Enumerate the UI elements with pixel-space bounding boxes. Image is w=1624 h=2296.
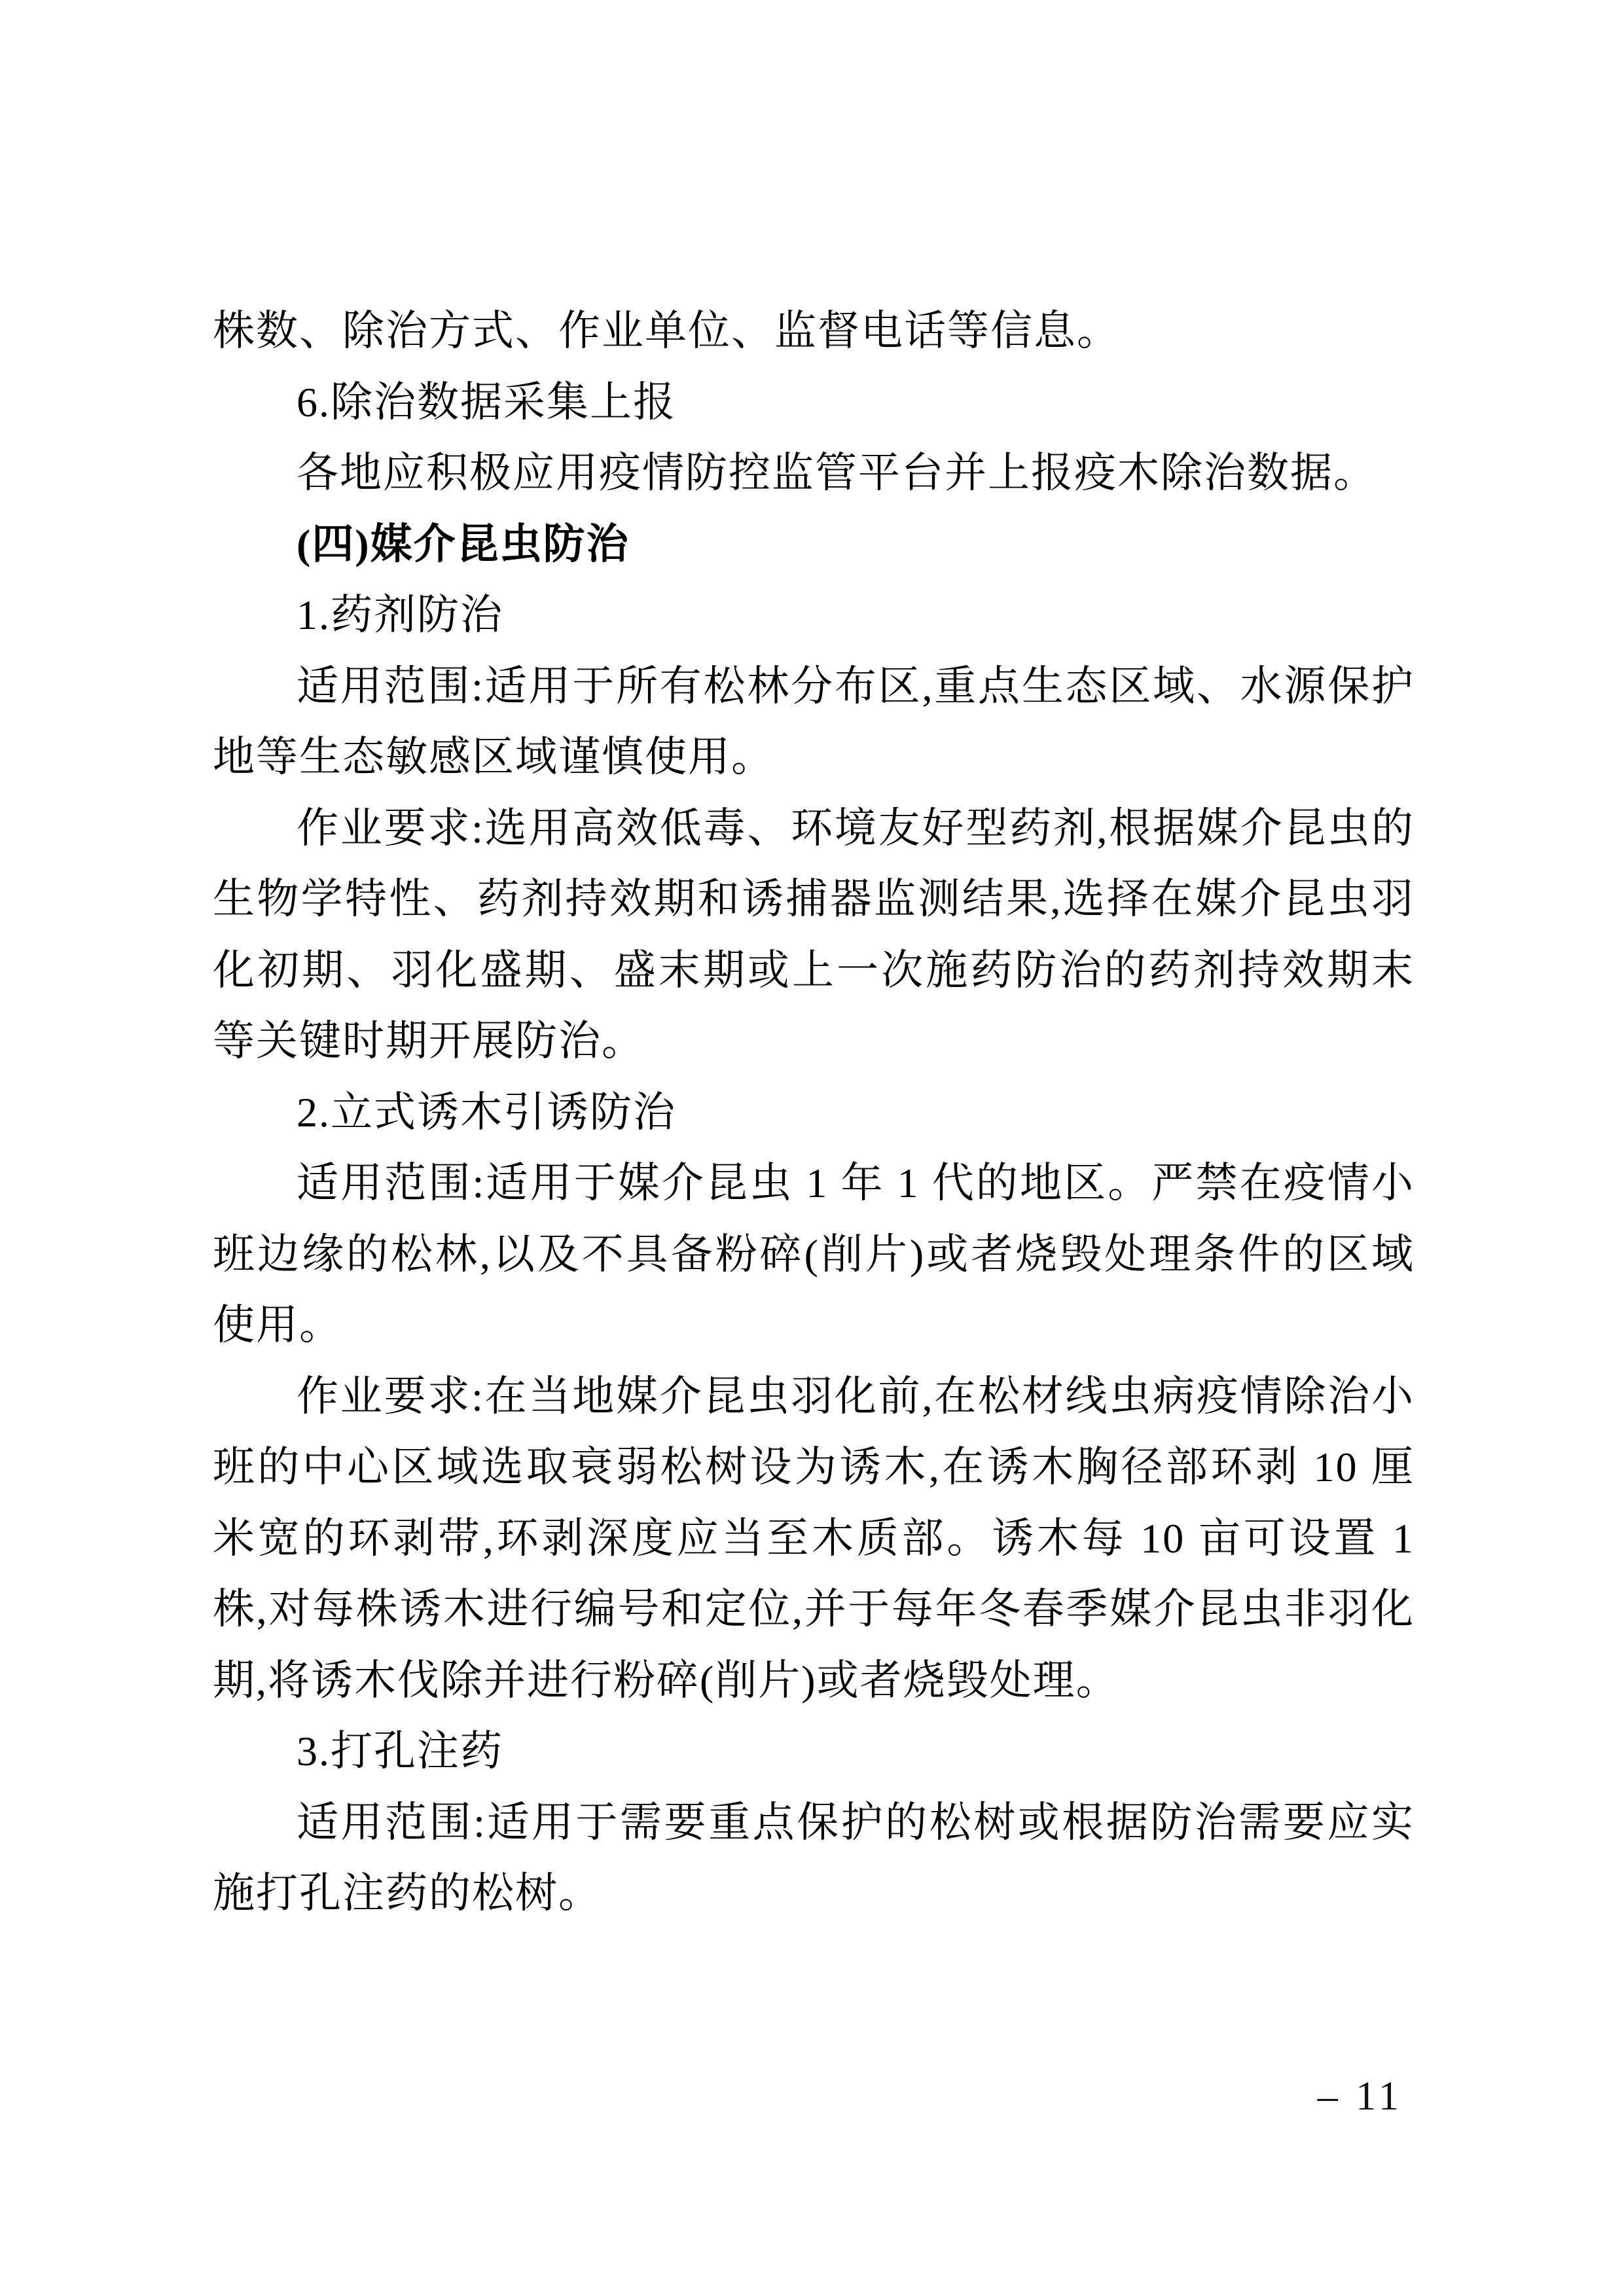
- section-heading-4: (四)媒介昆虫防治: [297, 520, 630, 567]
- document-body: [213, 296, 1415, 1929]
- paragraph: 各地应积极应用疫情防控监管平台并上报疫木除治数据。: [297, 450, 1377, 496]
- paragraph-requirements-1: 作业要求:选用高效低毒、环境友好型药剂,根据媒介昆虫的生物学特性、药剂持效期和诱捕器监测结果,选择在媒介昆虫羽化初期、羽化盛期、盛末期或上一次施药防治的药剂持效期末等关键时期开展防治。: [213, 804, 1415, 1064]
- subheading-item-1: 1.药剂防治: [297, 592, 503, 638]
- paragraph-continued: 株数、除治方式、作业单位、监督电话等信息。: [213, 308, 1120, 354]
- page-number: – 11: [1317, 2074, 1403, 2119]
- subheading-item-2: 2.立式诱木引诱防治: [297, 1088, 676, 1136]
- subheading-item-3: 3.打孔注药: [297, 1728, 503, 1774]
- paragraph-scope-3: 适用范围:适用于需要重点保护的松树或根据防治需要应实施打孔注药的松树。: [213, 1799, 1415, 1916]
- subheading-item-6: 6.除治数据采集上报: [297, 378, 676, 425]
- paragraph-scope-1: 适用范围:适用于所有松林分布区,重点生态区域、水源保护地等生态敏感区域谨慎使用。: [213, 662, 1415, 780]
- paragraph-requirements-2: 作业要求:在当地媒介昆虫羽化前,在松材线虫病疫情除治小班的中心区域选取衰弱松树设为诱木,在诱木胸径部环剥 10 厘米宽的环剥带,环剥深度应当至木质部。诱木每 10 亩可设置 1 株,对每株诱木进行编号和定位,并于每年冬春季媒介昆虫非羽化期,将诱木伐除并进行粉碎(削片)或者烧毁处理。: [213, 1372, 1415, 1704]
- paragraph-scope-2: 适用范围:适用于媒介昆虫 1 年 1 代的地区。严禁在疫情小班边缘的松林,以及不具备粉碎(削片)或者烧毁处理条件的区域使用。: [213, 1160, 1415, 1348]
